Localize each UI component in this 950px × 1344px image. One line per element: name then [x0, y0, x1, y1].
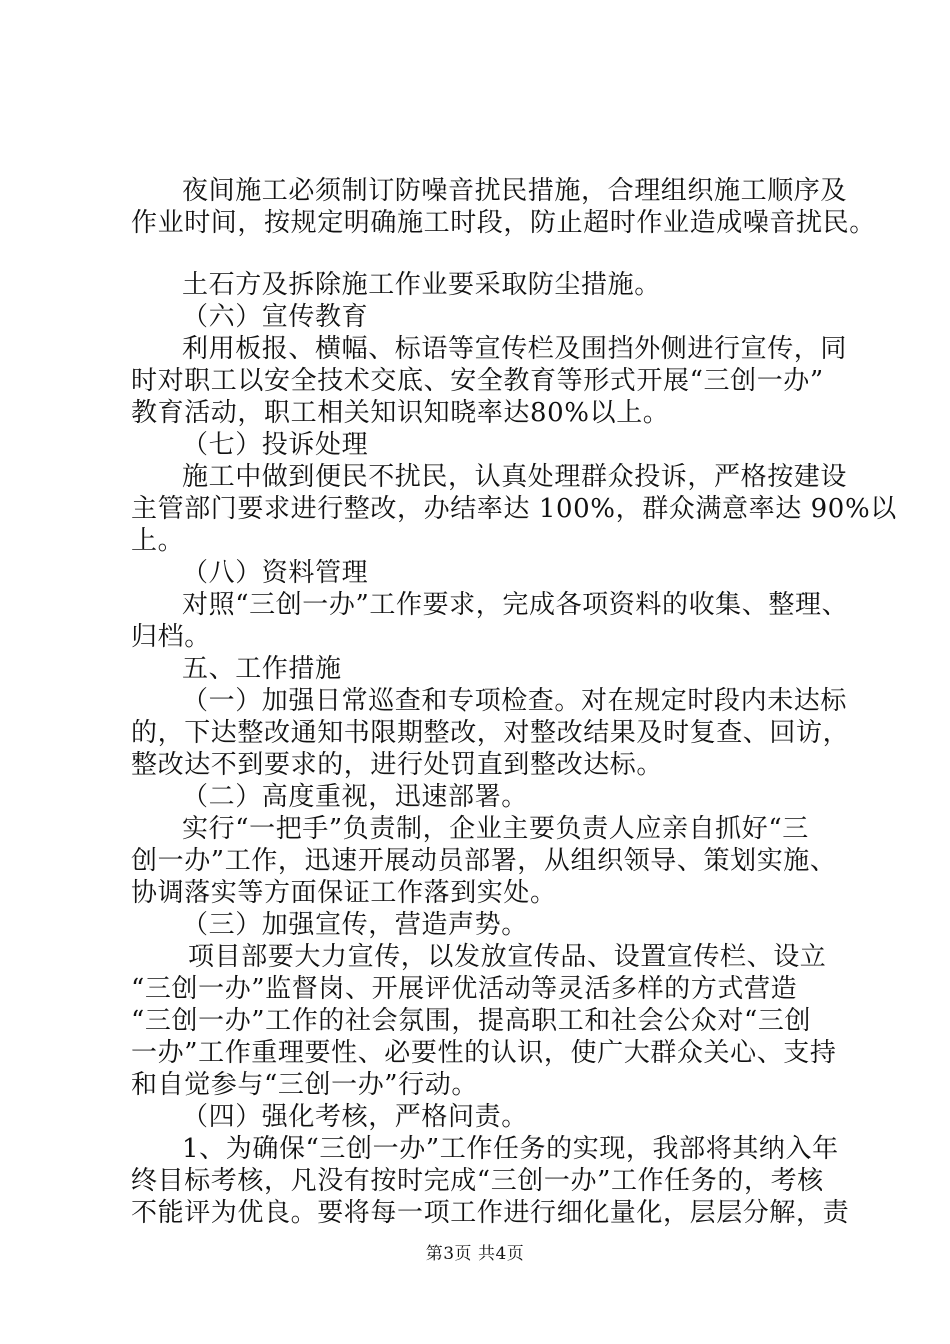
- paragraph-line: “三创一办”工作的社会氛围，提高职工和社会公众对“三创: [131, 1006, 812, 1036]
- section-heading: （四）强化考核，严格问责。: [182, 1102, 528, 1132]
- paragraph-line: 利用板报、横幅、标语等宣传栏及围挡外侧进行宣传，同: [182, 334, 848, 364]
- paragraph-line: 实行“一把手”负责制，企业主要负责人应亲自抓好“三: [182, 814, 809, 844]
- paragraph-line: 对照“三创一办”工作要求，完成各项资料的收集、整理、: [182, 590, 849, 620]
- section-heading: （八）资料管理: [182, 558, 369, 588]
- paragraph-line: （一）加强日常巡查和专项检查。对在规定时段内未达标: [182, 686, 848, 716]
- paragraph-line: 归档。: [131, 622, 211, 652]
- section-heading: 五、工作措施: [182, 654, 342, 684]
- section-heading: （六）宣传教育: [182, 302, 369, 332]
- paragraph-line: 一办”工作重理要性、必要性的认识，使广大群众关心、支持: [131, 1038, 837, 1068]
- paragraph-line: 创一办”工作，迅速开展动员部署，从组织领导、策划实施、: [131, 846, 837, 876]
- paragraph-line: 和自觉参与“三创一办”行动。: [131, 1070, 478, 1100]
- paragraph-line: 主管部门要求进行整改，办结率达 100%，群众满意率达 90%以: [131, 494, 897, 524]
- paragraph-line: 作业时间，按规定明确施工时段，防止超时作业造成噪音扰民。: [131, 208, 876, 238]
- paragraph-line: 整改达不到要求的，进行处罚直到整改达标。: [131, 750, 664, 780]
- section-heading: （三）加强宣传，营造声势。: [182, 910, 528, 940]
- paragraph-line: 不能评为优良。要将每一项工作进行细化量化，层层分解，责: [131, 1198, 850, 1228]
- paragraph-line: 施工中做到便民不扰民，认真处理群众投诉，严格按建设: [182, 462, 848, 492]
- paragraph-line: 1、为确保“三创一办”工作任务的实现，我部将其纳入年: [182, 1134, 839, 1164]
- page-number: 第3页 共4页: [425, 1244, 525, 1264]
- paragraph-line: 项目部要大力宣传，以发放宣传品、设置宣传栏、设立: [188, 942, 827, 972]
- paragraph-line: 协调落实等方面保证工作落到实处。: [131, 878, 557, 908]
- paragraph-line: 终目标考核，凡没有按时完成“三创一办”工作任务的，考核: [131, 1166, 824, 1196]
- paragraph-line: 夜间施工必须制订防噪音扰民措施，合理组织施工顺序及: [182, 176, 848, 206]
- paragraph-line: 上。: [131, 526, 185, 556]
- paragraph-line: “三创一办”监督岗、开展评优活动等灵活多样的方式营造: [131, 974, 798, 1004]
- paragraph-line: 的，下达整改通知书限期整改，对整改结果及时复查、回访，: [131, 718, 850, 748]
- section-heading: （二）高度重视，迅速部署。: [182, 782, 528, 812]
- paragraph-line: 土石方及拆除施工作业要采取防尘措施。: [182, 270, 661, 300]
- section-heading: （七）投诉处理: [182, 430, 369, 460]
- paragraph-line: 教育活动，职工相关知识知晓率达80%以上。: [131, 398, 670, 428]
- paragraph-line: 时对职工以安全技术交底、安全教育等形式开展“三创一办”: [131, 366, 824, 396]
